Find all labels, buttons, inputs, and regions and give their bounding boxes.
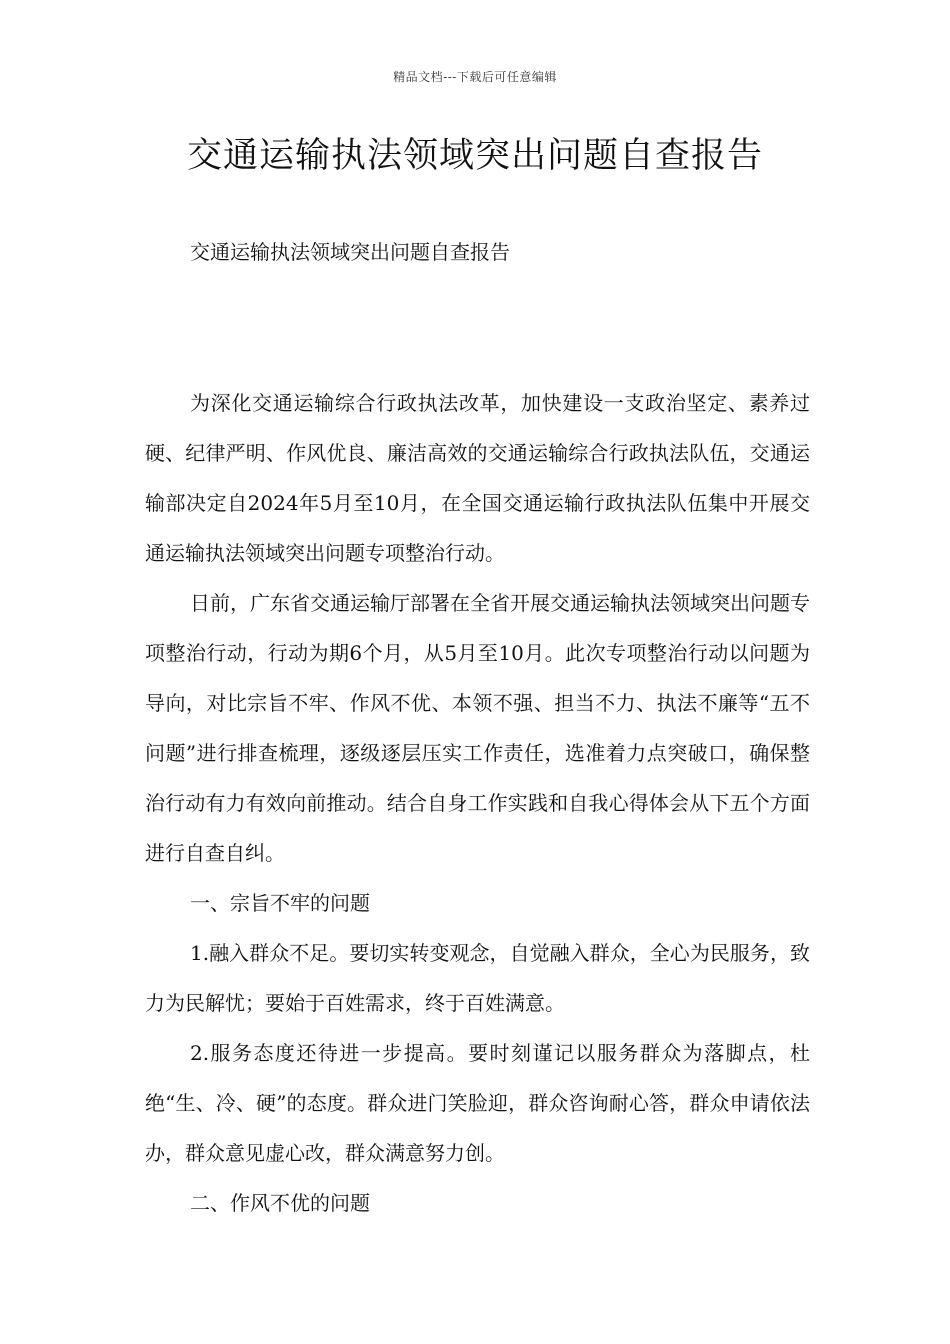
document-title: 交通运输执法领域突出问题自查报告: [186, 136, 763, 176]
paragraph-item-1: 1.融入群众不足。要切实转变观念，自觉融入群众，全心为民服务，致力为民解忧；要始于百姓需求，终于百姓满意。: [145, 941, 810, 1015]
paragraph-intro: 为深化交通运输综合行政执法改革，加快建设一支政治坚定、素养过硬、纪律严明、作风优良、廉洁高效的交通运输综合行政执法队伍，交通运输部决定自2024年5月至10月，在全国交通运输行政执法队伍集中开展交通运输执法领域突出问题专项整治行动。: [145, 391, 810, 565]
section-heading-2: 二、作风不优的问题: [190, 1191, 370, 1215]
header-note: 精品文档---下载后可任意编辑: [393, 70, 557, 84]
paragraph-guangdong: 日前，广东省交通运输厅部署在全省开展交通运输执法领域突出问题专项整治行动，行动为期6个月，从5月至10月。此次专项整治行动以问题为导向，对比宗旨不牢、作风不优、本领不强、担当不力、执法不廉等“五不问题”进行排查梳理，逐级逐层压实工作责任，选准着力点突破口，确保整治行动有力有效向前推动。结合自身工作实践和自我心得体会从下五个方面进行自查自纠。: [145, 591, 810, 865]
section-heading-1: 一、宗旨不牢的问题: [190, 891, 370, 915]
document-subtitle: 交通运输执法领域突出问题自查报告: [190, 240, 510, 264]
document-body: [145, 378, 810, 1228]
paragraph-item-2: 2.服务态度还待进一步提高。要时刻谨记以服务群众为落脚点，杜绝“生、冷、硬”的态度。群众进门笑脸迎，群众咨询耐心答，群众申请依法办，群众意见虚心改，群众满意努力创。: [145, 1041, 810, 1165]
